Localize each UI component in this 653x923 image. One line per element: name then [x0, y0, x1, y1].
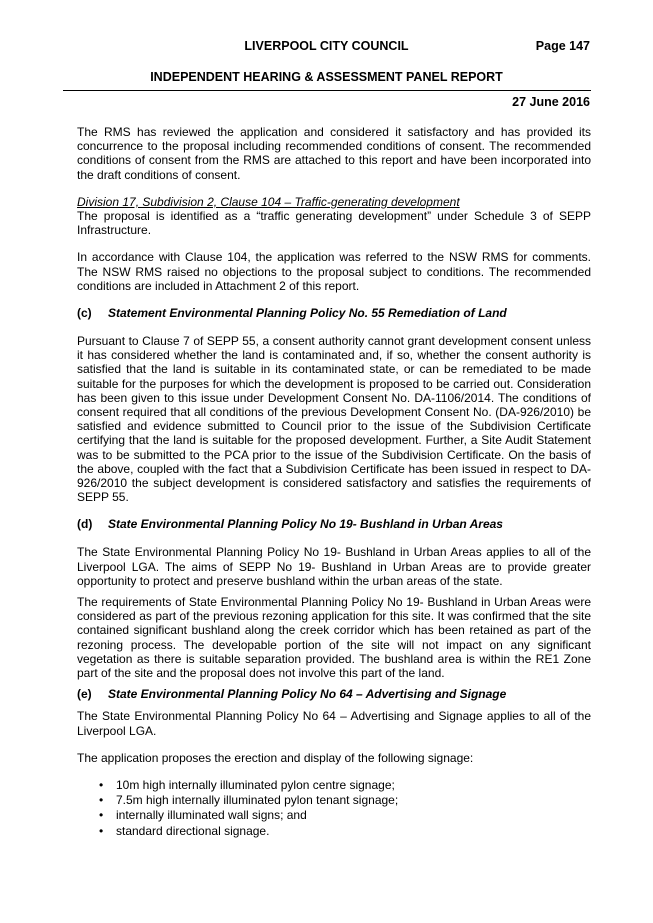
bullet-icon: • [99, 777, 104, 792]
section-heading-c [77, 306, 591, 320]
bullet-icon: • [99, 823, 104, 838]
paragraph-sepp64-2: The application proposes the erection and display of the following signage: [77, 750, 474, 765]
section-letter: (d) [77, 517, 93, 532]
bullet-icon: • [99, 793, 104, 808]
header-divider [63, 90, 591, 91]
section-heading-d [77, 517, 591, 531]
section-title: Statement Environmental Planning Policy No. 55 Remediation of Land [108, 306, 507, 321]
list-item-text: 10m high internally illuminated pylon centre signage; [116, 777, 395, 792]
paragraph-sepp19-1: The State Environmental Planning Policy No 19- Bushland in Urban Areas applies to all of the Liverpool LGA. The aims of SEPP No 19- Bushland in Urban Areas are to provide greater opportunity to protect and preserve bushland within the urban areas of the state. [77, 545, 591, 588]
list-item [77, 793, 591, 808]
header-date: 27 June 2016 [512, 95, 590, 109]
section-title: State Environmental Planning Policy No 19- Bushland in Urban Areas [108, 517, 503, 532]
section-title: State Environmental Planning Policy No 64 – Advertising and Signage [108, 687, 507, 702]
paragraph-traffic-2: In accordance with Clause 104, the application was referred to the NSW RMS for comments. The NSW RMS raised no objections to the proposal subject to conditions. The recommended conditions are included in Attachment 2 of this report. [77, 250, 591, 293]
section-heading-e [77, 687, 591, 701]
paragraph-sepp55: Pursuant to Clause 7 of SEPP 55, a consent authority cannot grant development consent unless it has considered whether the land is contaminated and, if so, whether the consent authority is satisfied that the land is suitable in its contaminated state, or can be remediated to be made suitable for the purposes for which the development is proposed to be carried out. Consideration has been given to this issue under Development Consent No. DA-1106/2014. The conditions of consent required that all conditions of the previous Development Consent No. (DA-926/2010) be satisfied and evidence submitted to Council prior to the issue of the Subdivision Certificate certifying that the land is suitable for the proposed development. Further, a Site Audit Statement was to be submitted to the PCA prior to the issue of the Subdivision Certificate. On the basis of the above, coupled with the fact that a Subdivision Certificate has been issued in respect to DA-926/2010 the subject development is considered satisfactory and satisfies the requirements of SEPP 55. [77, 334, 591, 505]
bullet-icon: • [99, 808, 104, 823]
paragraph-rms: The RMS has reviewed the application and considered it satisfactory and has provided its concurrence to the proposal including recommended conditions of consent. The recommended conditions of consent from the RMS are attached to this report and have been incorporated into the draft conditions of consent. [77, 125, 591, 182]
list-item [77, 808, 591, 823]
list-item [77, 824, 591, 839]
list-item-text: standard directional signage. [116, 823, 270, 838]
section-letter: (e) [77, 687, 92, 702]
list-item-text: internally illuminated wall signs; and [116, 808, 307, 823]
report-body [77, 125, 591, 839]
section-letter: (c) [77, 306, 92, 321]
list-item [77, 778, 591, 793]
header-page-number: Page 147 [535, 39, 590, 53]
signage-list [77, 778, 591, 839]
list-item-text: 7.5m high internally illuminated pylon tenant signage; [116, 793, 399, 808]
paragraph-traffic-1: The proposal is identified as a “traffic generating development” under Schedule 3 of SEPP Infrastructure. [77, 209, 591, 238]
paragraph-sepp64-1: The State Environmental Planning Policy No 64 – Advertising and Signage applies to all of the Liverpool LGA. [77, 709, 591, 738]
header-organisation: LIVERPOOL CITY COUNCIL [244, 39, 409, 53]
subheading-traffic: Division 17, Subdivision 2, Clause 104 – Traffic-generating development [77, 194, 460, 209]
header-report-title: INDEPENDENT HEARING & ASSESSMENT PANEL REPORT [150, 70, 503, 84]
paragraph-sepp19-2: The requirements of State Environmental Planning Policy No 19- Bushland in Urban Areas were considered as part of the previous rezoning application for this site. It was confirmed that the site contained significant bushland along the creek corridor which has been retained as part of the rezoning process. The developable portion of the site will not impact on any significant vegetation as there is suitable separation provided. The bushland area is within the RE1 Zone part of the site and the proposal does not involve this part of the land. [77, 595, 591, 681]
